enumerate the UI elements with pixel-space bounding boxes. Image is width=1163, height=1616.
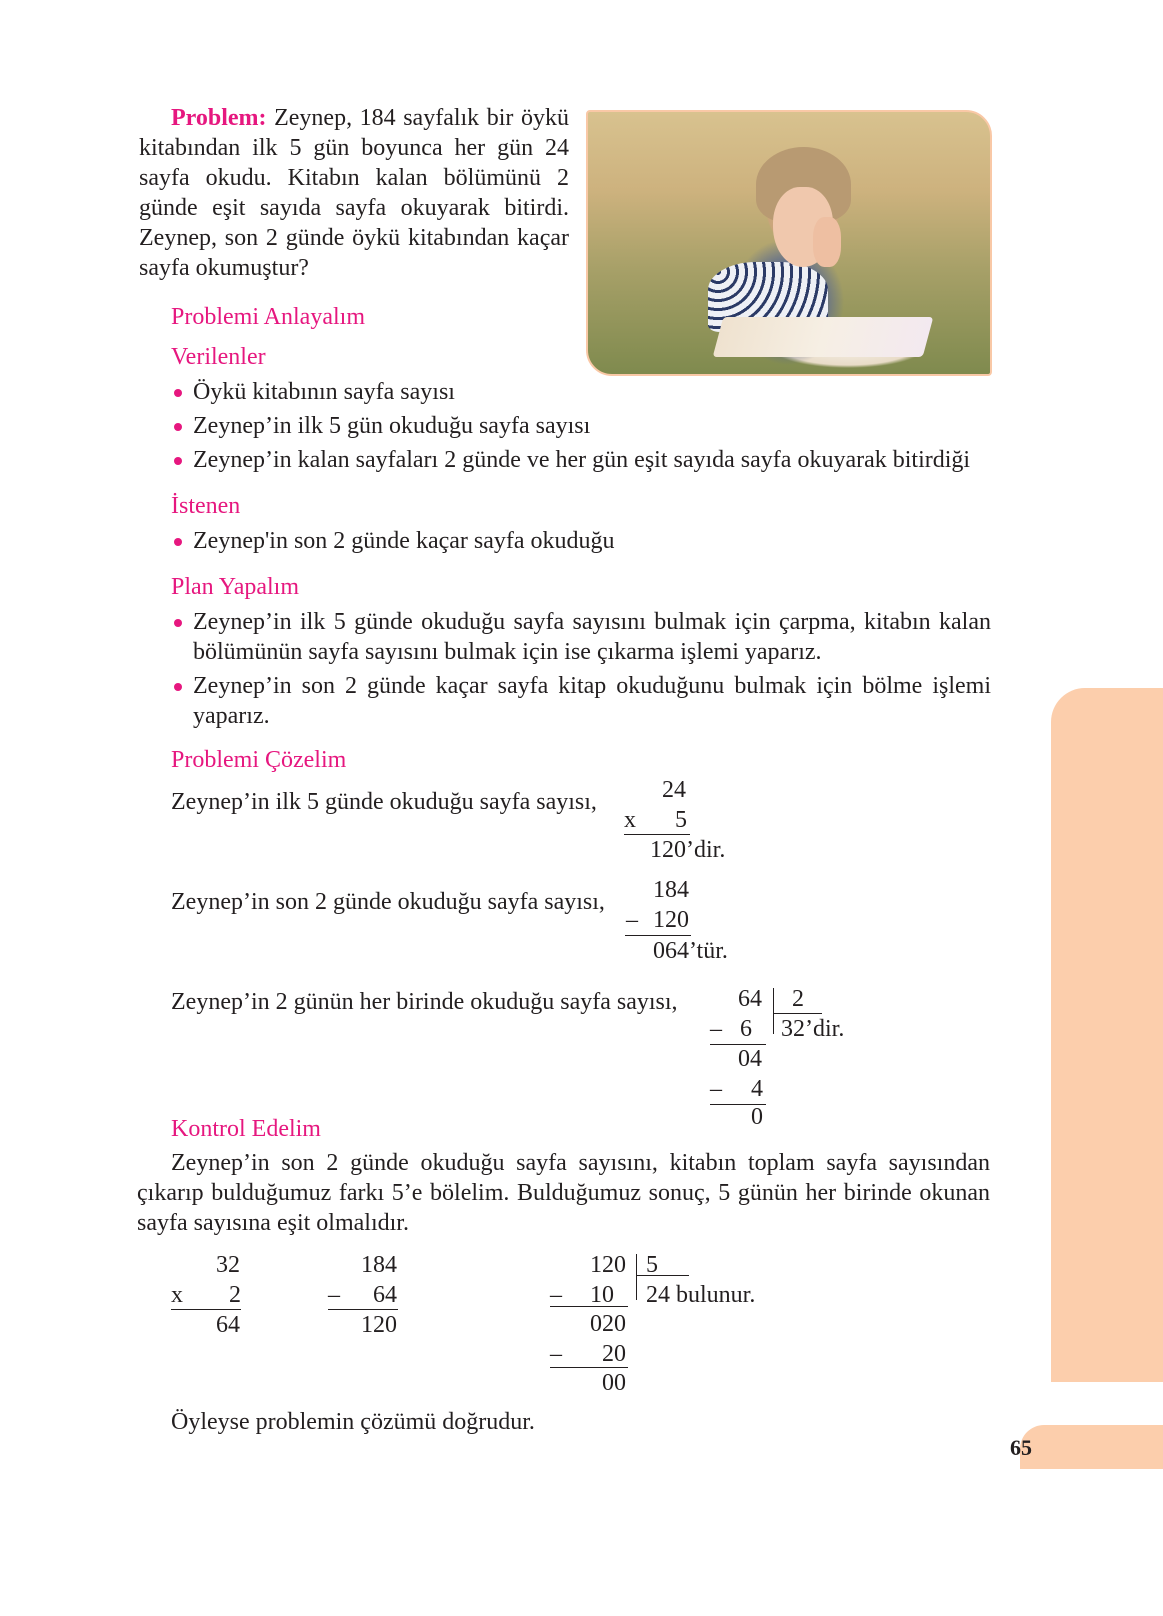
step3-op2: – <box>710 1076 722 1102</box>
check-div-rem1: 020 <box>590 1311 626 1337</box>
given-list <box>171 377 991 475</box>
step2-result: 064 <box>653 938 689 964</box>
check-div-quotient-line <box>646 1280 755 1310</box>
check-conclusion: Öyleyse problemin çözümü doğrudur. <box>171 1409 535 1435</box>
step3-sub2: 4 <box>751 1076 763 1102</box>
heading-plan: Plan Yapalım <box>171 574 300 600</box>
heading-given: Verilenler <box>171 344 266 370</box>
check-sub-b: 64 <box>373 1282 397 1308</box>
check-sub-op: – <box>328 1282 340 1308</box>
check-mult-b: 2 <box>229 1282 241 1308</box>
step1-suffix: ’dir. <box>686 837 726 863</box>
heading-understand: Problemi Anlayalım <box>171 304 365 330</box>
step1-a: 24 <box>662 777 686 803</box>
check-mult-a: 32 <box>216 1252 240 1278</box>
check-sub-result: 120 <box>361 1312 397 1338</box>
heading-asked: İstenen <box>171 493 241 519</box>
check-div-suffix: bulunur. <box>670 1282 756 1308</box>
check-mult-op: x <box>171 1282 183 1308</box>
check-div-op2: – <box>550 1341 562 1367</box>
step3-quotient: 32 <box>781 1016 805 1042</box>
problem-statement <box>139 103 569 283</box>
step3-sub1: 6 <box>740 1016 752 1042</box>
step3-rem2: 0 <box>751 1104 763 1130</box>
check-div-bar <box>636 1254 637 1300</box>
page-number: 65 <box>1010 1435 1032 1460</box>
step3-dividend: 64 <box>738 986 762 1012</box>
step1-b: 5 <box>675 807 687 833</box>
photo-girl-reading <box>586 110 992 376</box>
check-div-rule1 <box>550 1306 628 1307</box>
problem-label: Problem: <box>171 105 267 131</box>
step3-text: Zeynep’in 2 günün her birinde okuduğu sayfa sayısı, <box>171 989 678 1015</box>
step2-b: 120 <box>653 907 689 933</box>
heading-check: Kontrol Edelim <box>171 1116 321 1142</box>
step2-result-line <box>653 936 728 966</box>
step1-result: 120 <box>650 837 686 863</box>
step3-suffix: ’dir. <box>805 1016 845 1042</box>
check-div-quotient: 24 <box>646 1282 670 1308</box>
check-div-divisor: 5 <box>646 1252 658 1278</box>
step3-divisor: 2 <box>792 986 804 1012</box>
step2-a: 184 <box>653 877 689 903</box>
check-text: Zeynep’in son 2 günde okuduğu sayfa sayısını, kitabın toplam sayfa sayısından çıkarıp bulduğumuz farkı 5’e bölelim. Bulduğumuz sonuç, 5 günün her birinde okunan sayfa sayısına eşit olmalıdır. <box>137 1150 990 1236</box>
check-div-sub2: 20 <box>602 1341 626 1367</box>
photo-book <box>713 317 934 357</box>
step3-division-bar <box>773 988 774 1034</box>
step2-text: Zeynep’in son 2 günde okuduğu sayfa sayısı, <box>171 889 605 915</box>
check-div-rem2: 00 <box>602 1370 626 1396</box>
plan-item: Zeynep’in son 2 günde kaçar sayfa kitap okuduğunu bulmak için bölme işlemi yaparız. <box>171 671 991 731</box>
heading-solve: Problemi Çözelim <box>171 747 347 773</box>
step3-op1: – <box>710 1016 722 1042</box>
check-sub-a: 184 <box>361 1252 397 1278</box>
step1-result-line <box>650 835 725 865</box>
step2-suffix: ’tür. <box>689 938 728 964</box>
given-item: Zeynep’in kalan sayfaları 2 günde ve her gün eşit sayıda sayfa okuyarak bitirdiği <box>171 445 991 475</box>
check-div-dividend: 120 <box>590 1252 626 1278</box>
check-div-op1: – <box>550 1282 562 1308</box>
check-div-sub1: 10 <box>590 1282 614 1308</box>
plan-list <box>171 607 991 731</box>
asked-list <box>171 526 991 556</box>
step1-op: x <box>624 807 636 833</box>
step1-text: Zeynep’in ilk 5 günde okuduğu sayfa sayısı, <box>171 789 597 815</box>
problem-text: Zeynep, 184 sayfalık bir öykü kitabından ilk 5 gün boyunca her gün 24 sayfa okudu. Kitabın kalan bölümünü 2 günde eşit sayıda sayfa okuyarak bitirdi. Zeynep, son 2 günde öykü kitabından kaçar sayfa okumuştur? <box>139 105 569 281</box>
check-mult-result: 64 <box>216 1312 240 1338</box>
given-item: Öykü kitabının sayfa sayısı <box>171 377 991 407</box>
given-item: Zeynep’in ilk 5 gün okuduğu sayfa sayısı <box>171 411 991 441</box>
side-tab-decoration <box>1051 688 1163 1382</box>
step3-quotient-line <box>781 1014 844 1044</box>
plan-item: Zeynep’in ilk 5 günde okuduğu sayfa sayısını bulmak için çarpma, kitabın kalan bölümünün sayfa sayısını bulmak için ise çıkarma işlemi yaparız. <box>171 607 991 667</box>
page-number-tab <box>1020 1425 1163 1469</box>
check-div-divisor-rule <box>637 1275 689 1276</box>
photo-hand <box>813 217 841 267</box>
asked-item: Zeynep'in son 2 günde kaçar sayfa okuduğu <box>171 526 991 556</box>
step3-rem1: 04 <box>738 1046 762 1072</box>
step2-op: – <box>626 907 638 933</box>
